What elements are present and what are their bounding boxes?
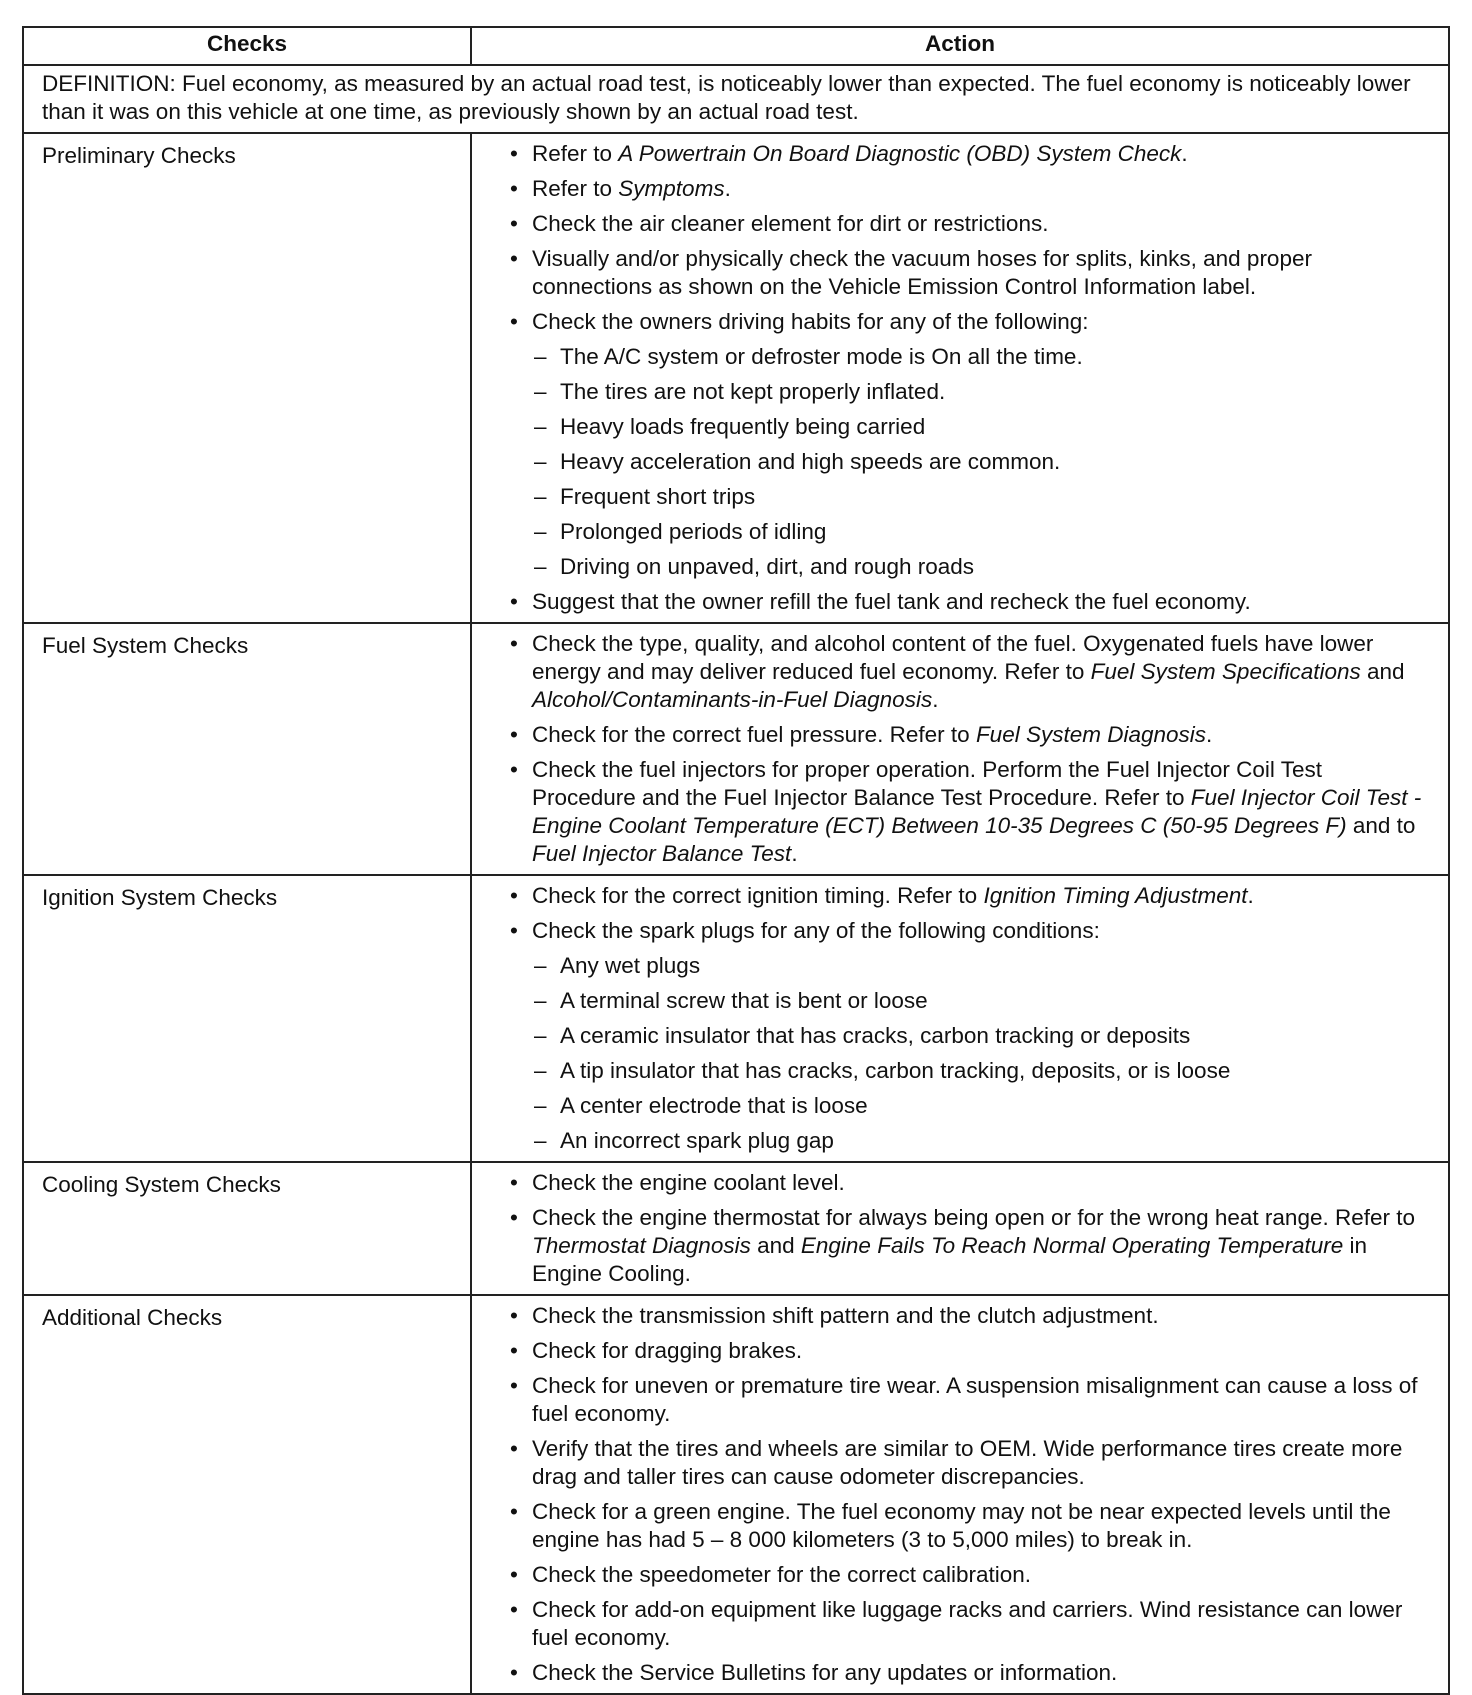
action-item bbox=[504, 1337, 1428, 1365]
action-text: . bbox=[724, 176, 731, 201]
section-actions bbox=[471, 133, 1449, 623]
action-item bbox=[504, 245, 1428, 301]
action-text: Prolonged periods of idling bbox=[560, 519, 827, 544]
action-text: Check the Service Bulletins for any updates or information. bbox=[532, 1660, 1118, 1685]
action-text: A center electrode that is loose bbox=[560, 1093, 868, 1118]
reference-text: Alcohol/Contaminants-in-Fuel Diagnosis bbox=[532, 687, 933, 712]
bullet-marker: • bbox=[510, 1170, 518, 1195]
action-text: Check for the correct fuel pressure. Refer to bbox=[532, 722, 976, 747]
action-item bbox=[504, 210, 1428, 238]
bullet-marker: • bbox=[510, 246, 518, 271]
bullet-marker: • bbox=[510, 1338, 518, 1363]
action-item bbox=[504, 1596, 1428, 1652]
action-text: Heavy loads frequently being carried bbox=[560, 414, 926, 439]
action-list bbox=[504, 140, 1428, 616]
action-text: Suggest that the owner refill the fuel tank and recheck the fuel economy. bbox=[532, 589, 1251, 614]
action-item bbox=[504, 882, 1428, 910]
action-list bbox=[504, 630, 1428, 868]
reference-text: Fuel System Diagnosis bbox=[975, 722, 1207, 747]
action-text: and bbox=[750, 1233, 801, 1258]
bullet-marker: • bbox=[510, 883, 518, 908]
action-item bbox=[504, 917, 1428, 945]
bullet-marker: • bbox=[510, 1597, 518, 1622]
section-row bbox=[23, 1162, 1449, 1295]
bullet-marker: • bbox=[510, 589, 518, 614]
action-text: and to bbox=[1346, 813, 1416, 838]
bullet-marker: • bbox=[510, 1205, 518, 1230]
action-text: Check the owners driving habits for any of the following: bbox=[532, 309, 1089, 334]
action-text: A tip insulator that has cracks, carbon tracking, deposits, or is loose bbox=[560, 1058, 1231, 1083]
action-text: Refer to bbox=[532, 176, 619, 201]
action-item bbox=[504, 1435, 1428, 1491]
action-text: The A/C system or defroster mode is On all the time. bbox=[560, 344, 1083, 369]
checks-column-header: Checks bbox=[23, 27, 471, 65]
action-item bbox=[504, 140, 1428, 168]
action-text: Check the speedometer for the correct calibration. bbox=[532, 1562, 1031, 1587]
action-item bbox=[504, 1302, 1428, 1330]
action-text: Check the spark plugs for any of the following conditions: bbox=[532, 918, 1100, 943]
action-text: A terminal screw that is bent or loose bbox=[560, 988, 928, 1013]
action-item bbox=[504, 1561, 1428, 1589]
section-title: Additional Checks bbox=[23, 1295, 471, 1694]
bullet-marker: • bbox=[510, 176, 518, 201]
reference-text: Symptoms bbox=[618, 176, 725, 201]
definition-row bbox=[23, 65, 1449, 133]
action-text: Check the air cleaner element for dirt or restrictions. bbox=[532, 211, 1049, 236]
dash-marker: – bbox=[534, 988, 547, 1013]
sub-action-item bbox=[504, 483, 1428, 511]
sub-action-item bbox=[504, 1092, 1428, 1120]
dash-marker: – bbox=[534, 379, 547, 404]
section-title: Ignition System Checks bbox=[23, 875, 471, 1162]
dash-marker: – bbox=[534, 554, 547, 579]
action-text: Check the engine thermostat for always being open or for the wrong heat range. Refer to bbox=[532, 1205, 1416, 1230]
reference-text: Engine Fails To Reach Normal Operating Temperature bbox=[800, 1233, 1344, 1258]
dash-marker: – bbox=[534, 414, 547, 439]
action-text: Check for the correct ignition timing. Refer to bbox=[532, 883, 984, 908]
action-text: Heavy acceleration and high speeds are common. bbox=[560, 449, 1061, 474]
action-text: and bbox=[1360, 659, 1405, 684]
action-item bbox=[504, 1204, 1428, 1288]
bullet-marker: • bbox=[510, 1373, 518, 1398]
action-text: Driving on unpaved, dirt, and rough roads bbox=[560, 554, 975, 579]
action-list bbox=[504, 1302, 1428, 1687]
bullet-marker: • bbox=[510, 722, 518, 747]
action-item bbox=[504, 1498, 1428, 1554]
action-text: Check for add-on equipment like luggage racks and carriers. Wind resistance can lower fuel economy. bbox=[532, 1597, 1403, 1650]
sub-action-item bbox=[504, 448, 1428, 476]
section-actions bbox=[471, 623, 1449, 875]
action-item bbox=[504, 308, 1428, 336]
bullet-marker: • bbox=[510, 211, 518, 236]
action-text: Visually and/or physically check the vacuum hoses for splits, kinks, and proper connections as shown on the Vehicle Emission Control Information label. bbox=[532, 246, 1312, 299]
section-title: Cooling System Checks bbox=[23, 1162, 471, 1295]
dash-marker: – bbox=[534, 449, 547, 474]
definition-text: DEFINITION: Fuel economy, as measured by an actual road test, is noticeably lower than expected. The fuel economy is noticeably lower than it was on this vehicle at one time, as previously shown by an actual road test. bbox=[23, 65, 1449, 133]
sub-action-item bbox=[504, 553, 1428, 581]
reference-text: Thermostat Diagnosis bbox=[532, 1233, 751, 1258]
bullet-marker: • bbox=[510, 1436, 518, 1461]
bullet-marker: • bbox=[510, 1499, 518, 1524]
action-text: Check the engine coolant level. bbox=[532, 1170, 845, 1195]
reference-text: Fuel System Specifications bbox=[1090, 659, 1361, 684]
action-text: The tires are not kept properly inflated. bbox=[560, 379, 946, 404]
action-item bbox=[504, 1169, 1428, 1197]
section-row bbox=[23, 623, 1449, 875]
action-list bbox=[504, 1169, 1428, 1288]
reference-text: Fuel Injector Coil Test - Engine Coolant Temperature (ECT) Between 10-35 Degrees C (50-95 Degrees F) bbox=[532, 785, 1422, 838]
sub-action-item bbox=[504, 518, 1428, 546]
action-text: Check for a green engine. The fuel economy may not be near expected levels until the engine has had 5 – 8 000 kilometers (3 to 5,000 miles) to break in. bbox=[532, 1499, 1391, 1552]
section-actions bbox=[471, 875, 1449, 1162]
action-item bbox=[504, 721, 1428, 749]
action-text: Any wet plugs bbox=[560, 953, 701, 978]
bullet-marker: • bbox=[510, 918, 518, 943]
sub-action-item bbox=[504, 413, 1428, 441]
section-title: Fuel System Checks bbox=[23, 623, 471, 875]
action-text: in Engine Cooling. bbox=[532, 1233, 1368, 1286]
section-title: Preliminary Checks bbox=[23, 133, 471, 623]
dash-marker: – bbox=[534, 344, 547, 369]
action-text: Verify that the tires and wheels are similar to OEM. Wide performance tires create more drag and taller tires can cause odometer discrepancies. bbox=[532, 1436, 1403, 1489]
dash-marker: – bbox=[534, 953, 547, 978]
sub-action-item bbox=[504, 952, 1428, 980]
action-text: Check the fuel injectors for proper operation. Perform the Fuel Injector Coil Test Procedure and the Fuel Injector Balance Test Procedure. Refer to bbox=[532, 757, 1322, 810]
reference-text: A Powertrain On Board Diagnostic (OBD) System Check bbox=[618, 141, 1182, 166]
section-row bbox=[23, 875, 1449, 1162]
action-text: A ceramic insulator that has cracks, carbon tracking or deposits bbox=[560, 1023, 1191, 1048]
bullet-marker: • bbox=[510, 631, 518, 656]
dash-marker: – bbox=[534, 484, 547, 509]
section-row bbox=[23, 1295, 1449, 1694]
sub-action-item bbox=[504, 1127, 1428, 1155]
section-actions bbox=[471, 1162, 1449, 1295]
bullet-marker: • bbox=[510, 1303, 518, 1328]
sub-action-item bbox=[504, 1022, 1428, 1050]
action-text: Refer to bbox=[532, 141, 619, 166]
dash-marker: – bbox=[534, 1093, 547, 1118]
bullet-marker: • bbox=[510, 1562, 518, 1587]
sub-action-item bbox=[504, 378, 1428, 406]
dash-marker: – bbox=[534, 1128, 547, 1153]
action-text: An incorrect spark plug gap bbox=[560, 1128, 834, 1153]
sub-action-item bbox=[504, 343, 1428, 371]
action-list bbox=[504, 882, 1428, 1155]
bullet-marker: • bbox=[510, 309, 518, 334]
section-row bbox=[23, 133, 1449, 623]
sub-action-item bbox=[504, 1057, 1428, 1085]
reference-text: Ignition Timing Adjustment bbox=[983, 883, 1248, 908]
action-text: Check for uneven or premature tire wear. A suspension misalignment can cause a loss of fuel economy. bbox=[532, 1373, 1418, 1426]
bullet-marker: • bbox=[510, 141, 518, 166]
action-item bbox=[504, 630, 1428, 714]
action-item bbox=[504, 175, 1428, 203]
action-item bbox=[504, 756, 1428, 868]
action-text: . bbox=[932, 687, 939, 712]
bullet-marker: • bbox=[510, 1660, 518, 1685]
action-text: . bbox=[1247, 883, 1254, 908]
action-text: . bbox=[791, 841, 798, 866]
section-actions bbox=[471, 1295, 1449, 1694]
action-text: Check the transmission shift pattern and the clutch adjustment. bbox=[532, 1303, 1159, 1328]
action-text: Check the type, quality, and alcohol content of the fuel. Oxygenated fuels have lower energy and may deliver reduced fuel economy. Refer to bbox=[532, 631, 1374, 684]
reference-text: Fuel Injector Balance Test bbox=[532, 841, 792, 866]
dash-marker: – bbox=[534, 1023, 547, 1048]
bullet-marker: • bbox=[510, 757, 518, 782]
header-row bbox=[23, 27, 1449, 65]
action-item bbox=[504, 1659, 1428, 1687]
action-text: Check for dragging brakes. bbox=[532, 1338, 803, 1363]
sub-action-item bbox=[504, 987, 1428, 1015]
action-text: Frequent short trips bbox=[560, 484, 756, 509]
fuel-economy-diagnosis-table bbox=[22, 26, 1450, 1695]
dash-marker: – bbox=[534, 1058, 547, 1083]
action-text: . bbox=[1181, 141, 1188, 166]
dash-marker: – bbox=[534, 519, 547, 544]
action-text: . bbox=[1206, 722, 1213, 747]
action-item bbox=[504, 1372, 1428, 1428]
action-item bbox=[504, 588, 1428, 616]
action-column-header: Action bbox=[471, 27, 1449, 65]
